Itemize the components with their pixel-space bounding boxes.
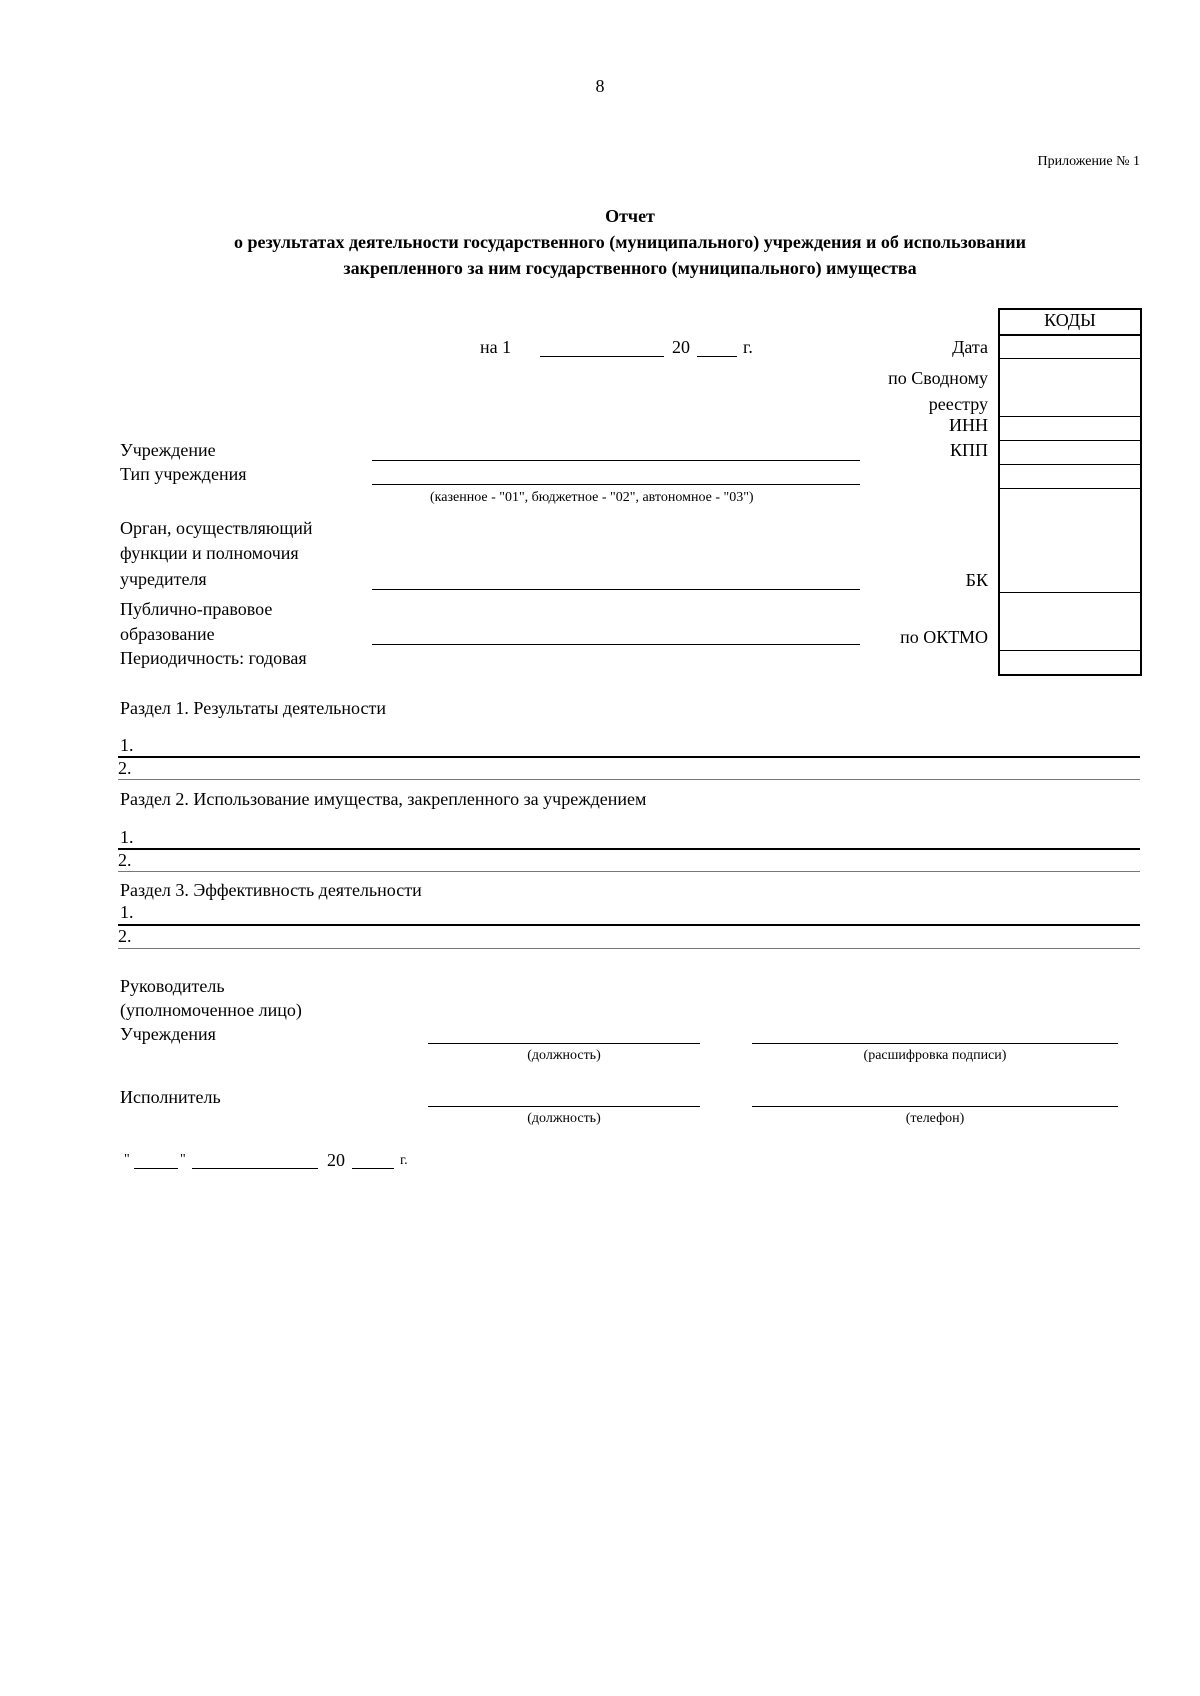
label-head-2: (уполномоченное лицо) bbox=[120, 1000, 302, 1020]
bottom-date-year-prefix: 20 bbox=[327, 1150, 345, 1170]
executor-position-hint: (должность) bbox=[527, 1111, 601, 1126]
section-2-item-2: 2. bbox=[118, 850, 132, 870]
bottom-date-quote-close: " bbox=[180, 1152, 186, 1167]
bottom-date-quote-open: " bbox=[124, 1152, 130, 1167]
code-cell-registry[interactable] bbox=[1000, 358, 1140, 416]
date-year-blank[interactable] bbox=[697, 356, 737, 357]
label-executor: Исполнитель bbox=[120, 1087, 221, 1107]
codes-header: КОДЫ bbox=[1044, 310, 1096, 330]
institution-type-hint: (казенное - "01", бюджетное - "02", автономное - "03") bbox=[430, 490, 754, 505]
section-2-line-1[interactable] bbox=[118, 848, 1140, 850]
section-3-item-1: 1. bbox=[120, 902, 134, 922]
section-3-title: Раздел 3. Эффективность деятельности bbox=[120, 880, 422, 900]
code-label-bk: БК bbox=[965, 570, 988, 590]
appendix-label: Приложение № 1 bbox=[1037, 154, 1140, 169]
code-cell-kpp[interactable] bbox=[1000, 440, 1140, 464]
section-1-item-2: 2. bbox=[118, 758, 132, 778]
executor-phone-field[interactable] bbox=[752, 1106, 1118, 1107]
institution-field[interactable] bbox=[372, 460, 860, 461]
date-month-blank[interactable] bbox=[540, 356, 664, 357]
label-public-1: Публично-правовое bbox=[120, 599, 273, 619]
title-line-2: о результатах деятельности государственного (муниципального) учреждения и об использовании bbox=[233, 232, 1027, 252]
executor-phone-hint: (телефон) bbox=[905, 1111, 965, 1126]
title-line-3: закрепленного за ним государственного (муниципального) имущества bbox=[343, 258, 917, 278]
date-year-suffix: г. bbox=[743, 337, 753, 357]
date-year-prefix: 20 bbox=[672, 337, 690, 357]
code-label-registry-2: реестру bbox=[928, 394, 988, 414]
label-founder-2: функции и полномочия bbox=[120, 543, 299, 563]
bottom-date-month-blank[interactable] bbox=[192, 1168, 318, 1169]
section-2-item-1: 1. bbox=[120, 827, 134, 847]
label-head-3: Учреждения bbox=[120, 1024, 216, 1044]
codes-table bbox=[998, 308, 1142, 676]
label-public-2: образование bbox=[120, 624, 215, 644]
head-signature-field[interactable] bbox=[752, 1043, 1118, 1044]
section-1-line-2[interactable] bbox=[118, 779, 1140, 780]
section-3-line-1[interactable] bbox=[118, 924, 1140, 926]
label-periodicity: Периодичность: годовая bbox=[120, 648, 307, 668]
section-2-title: Раздел 2. Использование имущества, закрепленного за учреждением bbox=[120, 789, 647, 809]
code-label-kpp: КПП bbox=[949, 440, 988, 460]
section-1-item-1: 1. bbox=[120, 735, 134, 755]
label-institution-type: Тип учреждения bbox=[120, 464, 247, 484]
code-cell-bk[interactable] bbox=[1000, 488, 1140, 592]
date-prefix: на 1 bbox=[480, 337, 512, 357]
code-cell-inn[interactable] bbox=[1000, 416, 1140, 440]
bottom-date-year-suffix: г. bbox=[400, 1153, 408, 1168]
code-label-registry-1: по Сводному bbox=[888, 368, 988, 388]
institution-type-field[interactable] bbox=[372, 484, 860, 485]
section-2-line-2[interactable] bbox=[118, 871, 1140, 872]
head-position-hint: (должность) bbox=[527, 1048, 601, 1063]
public-entity-field[interactable] bbox=[372, 644, 860, 645]
code-label-inn: ИНН bbox=[949, 415, 988, 435]
head-signature-hint: (расшифровка подписи) bbox=[863, 1048, 1007, 1063]
founder-field[interactable] bbox=[372, 589, 860, 590]
section-3-line-2[interactable] bbox=[118, 948, 1140, 949]
code-cell-oktmo[interactable] bbox=[1000, 592, 1140, 650]
executor-position-field[interactable] bbox=[428, 1106, 700, 1107]
code-label-oktmo: по ОКТМО bbox=[900, 627, 988, 647]
bottom-date-year-blank[interactable] bbox=[352, 1168, 394, 1169]
label-head-1: Руководитель bbox=[120, 976, 225, 996]
section-1-title: Раздел 1. Результаты деятельности bbox=[120, 698, 386, 718]
bottom-date-day-blank[interactable] bbox=[134, 1168, 178, 1169]
code-label-date: Дата bbox=[952, 337, 988, 357]
label-founder-1: Орган, осуществляющий bbox=[120, 518, 313, 538]
label-institution: Учреждение bbox=[120, 440, 216, 460]
title-line-1: Отчет bbox=[605, 206, 655, 226]
section-3-item-2: 2. bbox=[118, 926, 132, 946]
head-position-field[interactable] bbox=[428, 1043, 700, 1044]
code-cell-date[interactable] bbox=[1000, 334, 1140, 358]
section-1-line-1[interactable] bbox=[118, 756, 1140, 758]
page-number: 8 bbox=[595, 76, 605, 96]
label-founder-3: учредителя bbox=[120, 569, 207, 589]
